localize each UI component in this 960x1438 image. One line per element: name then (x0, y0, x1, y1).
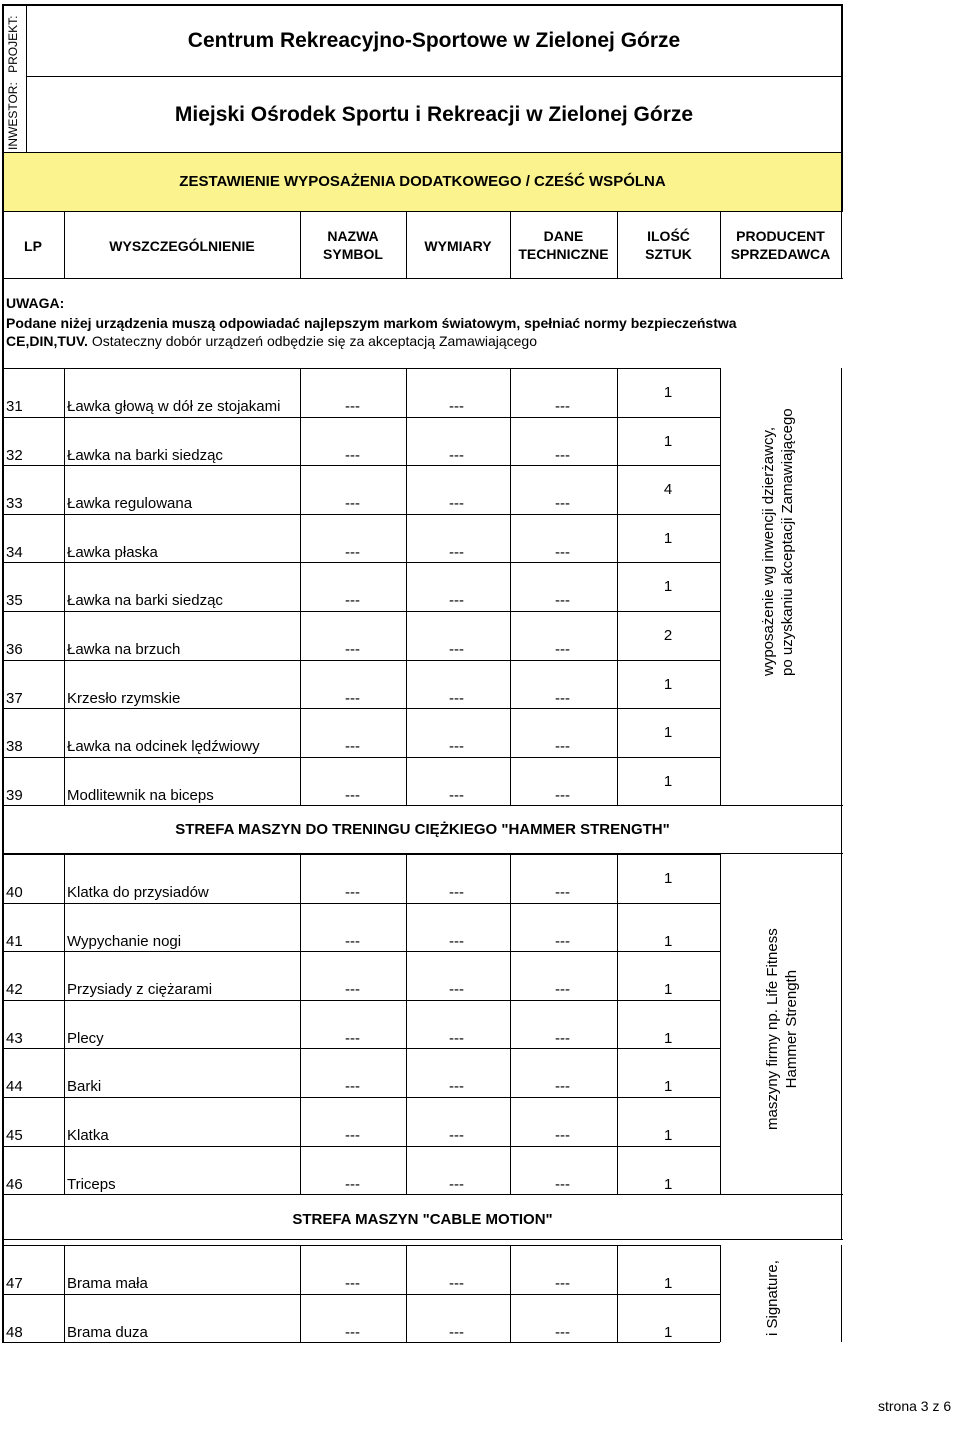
row-technical-data: --- (555, 1275, 570, 1292)
row-technical-data: --- (555, 1176, 570, 1193)
col-divider (617, 854, 618, 1194)
row-dimensions: --- (449, 641, 464, 658)
row-line (2, 757, 720, 758)
row-technical-data: --- (555, 1127, 570, 1144)
row-line (2, 465, 720, 466)
row-technical-data: --- (555, 690, 570, 707)
row-name-symbol: --- (345, 1127, 360, 1144)
row-dimensions: --- (449, 1127, 464, 1144)
col-divider (841, 368, 842, 805)
row-description: Ławka regulowana (67, 495, 193, 512)
row-quantity: 2 (663, 627, 673, 644)
side-label-divider (26, 4, 27, 152)
row-name-symbol: --- (345, 592, 360, 609)
row-name-symbol: --- (345, 641, 360, 658)
row-quantity: 1 (663, 724, 673, 741)
row-lp: 37 (6, 690, 23, 707)
row-description: Plecy (67, 1030, 104, 1047)
col-header-qty-line1: ILOŚĆ (647, 228, 690, 244)
col-divider (300, 368, 301, 805)
row-line (2, 854, 720, 855)
row-quantity: 1 (663, 530, 673, 547)
col-divider (510, 368, 511, 805)
row-description: Ławka na brzuch (67, 641, 181, 658)
col-divider (300, 854, 301, 1194)
row-name-symbol: --- (345, 1078, 360, 1095)
row-name-symbol: --- (345, 544, 360, 561)
row-lp: 48 (6, 1324, 23, 1341)
row-quantity: 1 (664, 1324, 673, 1341)
producer-note-hammer (764, 928, 802, 1130)
row-name-symbol: --- (345, 690, 360, 707)
row-technical-data: --- (555, 641, 570, 658)
row-line (2, 1000, 720, 1001)
col-header-producer (720, 227, 841, 263)
row-dimensions: --- (449, 1275, 464, 1292)
col-divider (720, 368, 721, 805)
row-name-symbol: --- (345, 738, 360, 755)
row-quantity: 1 (663, 433, 673, 450)
row-dimensions: --- (449, 787, 464, 804)
notice-selection: Ostateczny dobór urządzeń odbędzie się za akceptacją Zamawiającego (87, 333, 537, 349)
row-name-symbol: --- (345, 981, 360, 998)
producer-note-free-weights-line1: wyposażenie wg inwencji dzierżawcy, (760, 427, 777, 676)
row-lp: 39 (6, 787, 23, 804)
producer-note-free-weights (760, 408, 798, 676)
row-lp: 35 (6, 592, 23, 609)
row-lp: 47 (6, 1275, 23, 1292)
row-dimensions: --- (449, 447, 464, 464)
row-name-symbol: --- (345, 884, 360, 901)
column-header-bottom-line (2, 278, 843, 279)
notice-norms: CE,DIN,TUV. (6, 333, 88, 349)
producer-note-cable: i Signature, (764, 1260, 781, 1336)
investor-side-label: INWESTOR: (6, 82, 20, 150)
section-line (2, 805, 843, 806)
col-divider (617, 1245, 618, 1342)
row-dimensions: --- (449, 884, 464, 901)
row-technical-data: --- (555, 495, 570, 512)
row-lp: 36 (6, 641, 23, 658)
row-line (2, 368, 720, 369)
section-border (841, 805, 842, 853)
row-quantity: 4 (663, 481, 673, 498)
col-divider (406, 854, 407, 1194)
row-dimensions: --- (449, 1078, 464, 1095)
row-description: Modlitewnik na biceps (67, 787, 214, 804)
row-line (2, 660, 720, 661)
col-divider (617, 368, 618, 805)
row-dimensions: --- (449, 981, 464, 998)
row-quantity: 1 (663, 578, 673, 595)
col-header-name (300, 227, 406, 263)
col-divider (406, 1245, 407, 1342)
row-line (2, 1146, 720, 1147)
row-technical-data: --- (555, 592, 570, 609)
row-line (2, 562, 720, 563)
title-separator (26, 76, 843, 77)
row-description: Ławka na barki siedząc (67, 447, 223, 464)
row-quantity: 1 (664, 933, 673, 950)
row-name-symbol: --- (345, 1030, 360, 1047)
row-lp: 31 (6, 398, 23, 415)
col-header-tech-line2: TECHNICZNE (518, 246, 609, 263)
col-divider (406, 368, 407, 805)
row-description: Ławka głową w dół ze stojakami (67, 398, 281, 415)
page-number: strona 3 z 6 (878, 1398, 952, 1414)
row-technical-data: --- (555, 981, 570, 998)
row-lp: 41 (6, 933, 23, 950)
col-header-desc: WYSZCZEGÓLNIENIE (109, 238, 255, 254)
section-line (2, 1239, 843, 1240)
col-header-name-line2: SYMBOL (323, 246, 383, 263)
row-name-symbol: --- (345, 398, 360, 415)
row-description: Ławka na odcinek lędźwiowy (67, 738, 260, 755)
col-header-tech (510, 227, 617, 263)
col-header-tech-line1: DANE (543, 228, 584, 244)
col-divider (841, 211, 842, 278)
col-divider (64, 854, 65, 1194)
row-quantity: 1 (664, 1127, 673, 1144)
row-name-symbol: --- (345, 933, 360, 950)
row-technical-data: --- (555, 447, 570, 464)
row-technical-data: --- (555, 544, 570, 561)
row-lp: 38 (6, 738, 23, 755)
col-divider (510, 854, 511, 1194)
row-technical-data: --- (555, 1078, 570, 1095)
row-quantity: 1 (664, 1176, 673, 1193)
col-header-qty-line2: SZTUK (645, 246, 692, 263)
row-description: Klatka do przysiadów (67, 884, 209, 901)
row-line (2, 417, 720, 418)
row-dimensions: --- (449, 398, 464, 415)
row-quantity: 1 (663, 773, 673, 790)
row-description: Brama mała (67, 1275, 148, 1292)
row-line (2, 514, 720, 515)
producer-note-hammer-line2: Hammer Strength (782, 969, 800, 1089)
col-divider (300, 1245, 301, 1342)
row-description: Krzesło rzymskie (67, 690, 181, 707)
page-title: Centrum Rekreacyjno-Sportowe w Zielonej Górze (187, 29, 681, 52)
section-line (2, 1194, 843, 1195)
col-divider (720, 1245, 721, 1342)
row-name-symbol: --- (345, 787, 360, 804)
col-divider (841, 1245, 842, 1342)
row-description: Triceps (67, 1176, 116, 1193)
row-description: Klatka (67, 1127, 109, 1144)
row-dimensions: --- (449, 738, 464, 755)
row-line (2, 1097, 720, 1098)
col-divider (720, 854, 721, 1194)
document-subtitle: ZESTAWIENIE WYPOSAŻENIA DODATKOWEGO / CZEŚĆ WSPÓLNA (179, 173, 666, 190)
investor-name: Miejski Ośrodek Sportu i Rekreacji w Zielonej Górze (174, 103, 694, 126)
row-line (2, 1342, 720, 1343)
row-quantity: 1 (664, 1275, 673, 1292)
notice-line-1: Podane niżej urządzenia muszą odpowiadać najlepszym markom światowym, spełniać normy bezpieczeństwa (6, 315, 737, 331)
row-dimensions: --- (449, 1030, 464, 1047)
notice-heading: UWAGA: (6, 295, 65, 311)
row-description: Ławka na barki siedząc (67, 592, 223, 609)
producer-note-cable-clip (740, 1250, 800, 1338)
side-labels (6, 16, 21, 150)
row-dimensions: --- (449, 544, 464, 561)
producer-note-free-weights-line2: po uzyskaniu akceptacji Zamawiającego (778, 408, 796, 676)
row-quantity: 1 (664, 870, 673, 887)
row-technical-data: --- (555, 398, 570, 415)
row-lp: 42 (6, 981, 23, 998)
row-technical-data: --- (555, 933, 570, 950)
row-name-symbol: --- (345, 1176, 360, 1193)
subtitle-bottom-line (2, 211, 843, 212)
row-lp: 40 (6, 884, 23, 901)
col-divider (64, 368, 65, 805)
row-dimensions: --- (449, 592, 464, 609)
row-lp: 45 (6, 1127, 23, 1144)
section-border (841, 1194, 842, 1239)
row-dimensions: --- (449, 1176, 464, 1193)
top-border (2, 4, 843, 6)
row-line (2, 1245, 720, 1246)
row-lp: 33 (6, 495, 23, 512)
row-dimensions: --- (449, 1324, 464, 1341)
row-name-symbol: --- (345, 447, 360, 464)
row-technical-data: --- (555, 787, 570, 804)
section-heading-hammer: STREFA MASZYN DO TRENINGU CIĘŻKIEGO "HAMMER STRENGTH" (175, 821, 670, 838)
col-header-lp: LP (24, 238, 42, 254)
col-header-producer-line1: PRODUCENT (736, 228, 825, 244)
row-line (2, 1048, 720, 1049)
row-dimensions: --- (449, 933, 464, 950)
row-description: Barki (67, 1078, 102, 1095)
row-quantity: 1 (663, 384, 673, 401)
row-line (2, 951, 720, 952)
row-quantity: 1 (664, 981, 673, 998)
row-description: Ławka płaska (67, 544, 158, 561)
col-header-qty (617, 227, 720, 263)
col-header-dims: WYMIARY (424, 238, 492, 254)
row-line (2, 1294, 720, 1295)
row-line (2, 903, 720, 904)
row-technical-data: --- (555, 1324, 570, 1341)
col-header-producer-line2: SPRZEDAWCA (730, 246, 831, 263)
row-quantity: 1 (664, 1078, 673, 1095)
row-quantity: 1 (664, 1030, 673, 1047)
row-line (2, 611, 720, 612)
producer-note-hammer-line1: maszyny firmy np. Life Fitness (764, 928, 781, 1130)
row-technical-data: --- (555, 738, 570, 755)
row-description: Wypychanie nogi (67, 933, 182, 950)
row-name-symbol: --- (345, 1275, 360, 1292)
section-heading-cable: STREFA MASZYN "CABLE MOTION" (292, 1211, 553, 1228)
row-name-symbol: --- (345, 1324, 360, 1341)
row-lp: 46 (6, 1176, 23, 1193)
row-dimensions: --- (449, 690, 464, 707)
row-description: Przysiady z ciężarami (67, 981, 213, 998)
row-technical-data: --- (555, 1030, 570, 1047)
row-dimensions: --- (449, 495, 464, 512)
row-lp: 34 (6, 544, 23, 561)
col-divider (510, 1245, 511, 1342)
row-line (2, 708, 720, 709)
right-border (841, 4, 843, 211)
row-lp: 43 (6, 1030, 23, 1047)
project-side-label: PROJEKT: (6, 15, 20, 73)
row-lp: 32 (6, 447, 23, 464)
col-header-name-line1: NAZWA (327, 228, 379, 244)
row-name-symbol: --- (345, 495, 360, 512)
row-lp: 44 (6, 1078, 23, 1095)
col-divider (841, 854, 842, 1194)
row-description: Brama duza (67, 1324, 148, 1341)
row-quantity: 1 (663, 676, 673, 693)
notice-line-2 (6, 332, 537, 350)
col-divider (64, 1245, 65, 1342)
row-technical-data: --- (555, 884, 570, 901)
